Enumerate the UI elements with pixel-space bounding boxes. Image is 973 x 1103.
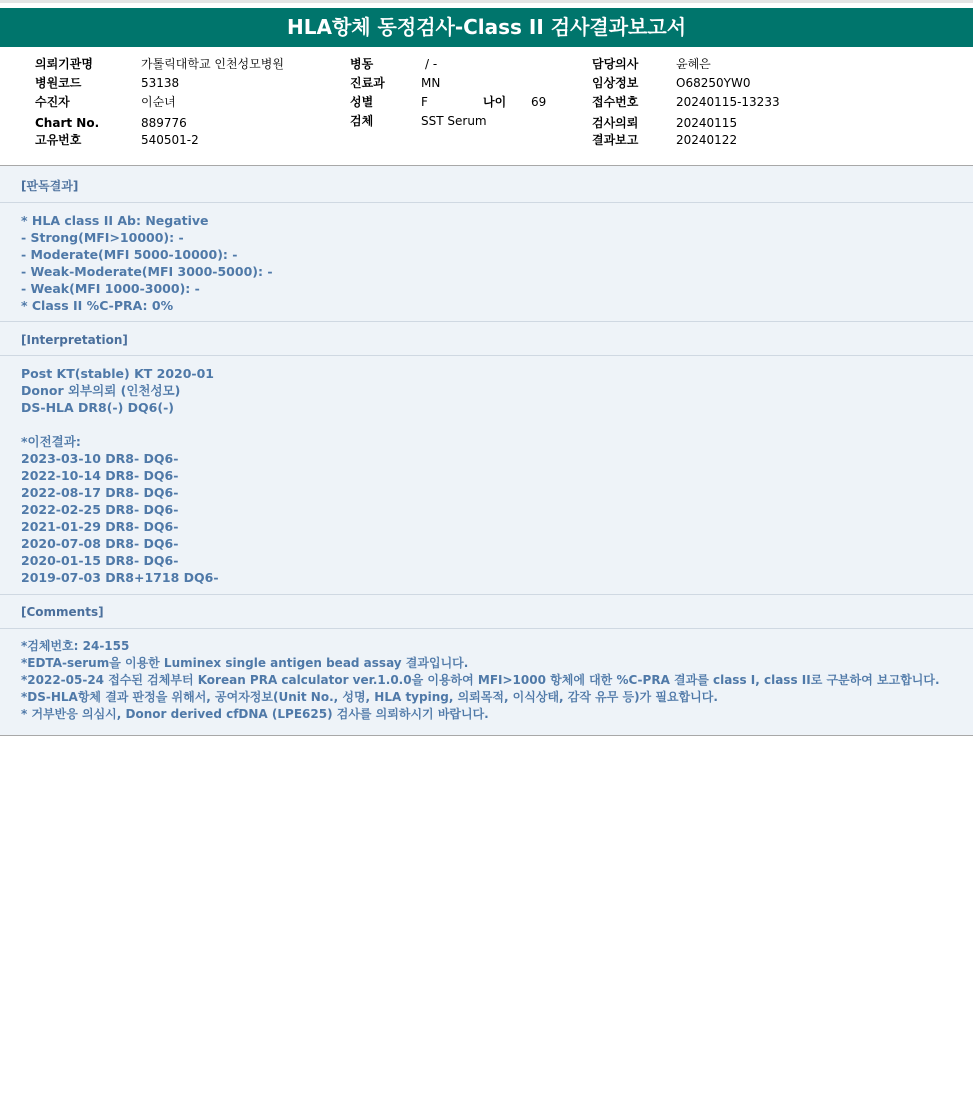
unique-id-label: 고유번호	[35, 133, 82, 147]
clinical-info-value: O68250YW0	[676, 76, 751, 90]
result-line: - Moderate(MFI 5000-10000): -	[21, 247, 238, 262]
interpretation-line: 2020-01-15 DR8- DQ6-	[21, 553, 179, 568]
interpretation-line: 2022-08-17 DR8- DQ6-	[21, 485, 179, 500]
interpretation-line: 2023-03-10 DR8- DQ6-	[21, 451, 179, 466]
result-line: - Weak-Moderate(MFI 3000-5000): -	[21, 264, 273, 279]
ward-label: 병동	[350, 57, 374, 71]
report-title: HLA항체 동정검사-Class II 검사결과보고서	[0, 8, 973, 47]
top-border	[0, 0, 973, 3]
chart-no-label: Chart No.	[35, 116, 100, 130]
specimen-value: SST Serum	[421, 114, 487, 128]
comment-line: *검체번호: 24-155	[21, 639, 130, 653]
sex-label: 성별	[350, 95, 374, 109]
interpretation-line: 2019-07-03 DR8+1718 DQ6-	[21, 570, 219, 585]
interpretation-line: 2021-01-29 DR8- DQ6-	[21, 519, 179, 534]
result-line: * HLA class II Ab: Negative	[21, 213, 209, 228]
test-request-label: 검사의뢰	[592, 116, 639, 130]
patient-label: 수진자	[35, 95, 70, 109]
interpretation-section-heading: [Interpretation]	[21, 333, 128, 347]
receipt-number-label: 접수번호	[592, 95, 639, 109]
section-divider	[0, 202, 973, 203]
receipt-number-value: 20240115-13233	[676, 95, 780, 109]
interpretation-line: Donor 외부의뢰 (인천성모)	[21, 383, 181, 398]
comments-section-heading: [Comments]	[21, 605, 104, 619]
comment-line: *EDTA-serum을 이용한 Luminex single antigen bead assay 결과입니다.	[21, 656, 469, 670]
result-line: - Weak(MFI 1000-3000): -	[21, 281, 200, 296]
department-value: MN	[421, 76, 441, 90]
report-body	[0, 165, 973, 736]
section-divider	[0, 628, 973, 629]
interpretation-line: Post KT(stable) KT 2020-01	[21, 366, 215, 381]
result-section-heading: [판독결과]	[21, 179, 79, 193]
comment-line: * 거부반응 의심시, Donor derived cfDNA (LPE625) 검사를 의뢰하시기 바랍니다.	[21, 707, 489, 721]
section-divider	[0, 355, 973, 356]
comments-section-body	[21, 638, 940, 723]
interpretation-line: *이전결과:	[21, 434, 81, 449]
hospital-name-value: 가톨릭대학교 인천성모병원	[141, 57, 284, 71]
hospital-code-value: 53138	[141, 76, 180, 90]
result-section-body	[21, 212, 273, 314]
ward-value: / -	[425, 57, 438, 71]
clinical-info-label: 임상정보	[592, 76, 639, 90]
section-divider	[0, 594, 973, 595]
age-label: 나이	[483, 95, 507, 109]
unique-id-value: 540501-2	[141, 133, 199, 147]
interpretation-section-body	[21, 365, 219, 586]
result-report-value: 20240122	[676, 133, 738, 147]
result-line: - Strong(MFI>10000): -	[21, 230, 184, 245]
hospital-code-label: 병원코드	[35, 76, 82, 90]
patient-info-panel	[0, 47, 973, 165]
department-label: 진료과	[350, 76, 385, 90]
interpretation-line	[21, 416, 219, 433]
interpretation-line: DS-HLA DR8(-) DQ6(-)	[21, 400, 174, 415]
physician-value: 윤혜은	[676, 57, 711, 71]
hospital-name-label: 의뢰기관명	[35, 57, 93, 71]
chart-no-value: 889776	[141, 116, 187, 130]
patient-value: 이순녀	[141, 95, 176, 109]
result-report-label: 결과보고	[592, 133, 639, 147]
interpretation-line: 2020-07-08 DR8- DQ6-	[21, 536, 179, 551]
specimen-label: 검체	[350, 114, 374, 128]
result-line: * Class II %C-PRA: 0%	[21, 298, 174, 313]
interpretation-line: 2022-10-14 DR8- DQ6-	[21, 468, 179, 483]
section-divider	[0, 321, 973, 322]
interpretation-line: 2022-02-25 DR8- DQ6-	[21, 502, 179, 517]
sex-value: F	[421, 95, 428, 109]
test-request-value: 20240115	[676, 116, 738, 130]
comment-line: *DS-HLA항체 결과 판정을 위해서, 공여자정보(Unit No., 성명, HLA typing, 의뢰목적, 이식상태, 감작 유무 등)가 필요합니다.	[21, 690, 718, 704]
age-value: 69	[531, 95, 547, 109]
physician-label: 담당의사	[592, 57, 639, 71]
comment-line: *2022-05-24 접수된 검체부터 Korean PRA calculator ver.1.0.0을 이용하여 MFI>1000 항체에 대한 %C-PRA 결과를 class I, class II로 구분하여 보고합니다.	[21, 673, 940, 687]
